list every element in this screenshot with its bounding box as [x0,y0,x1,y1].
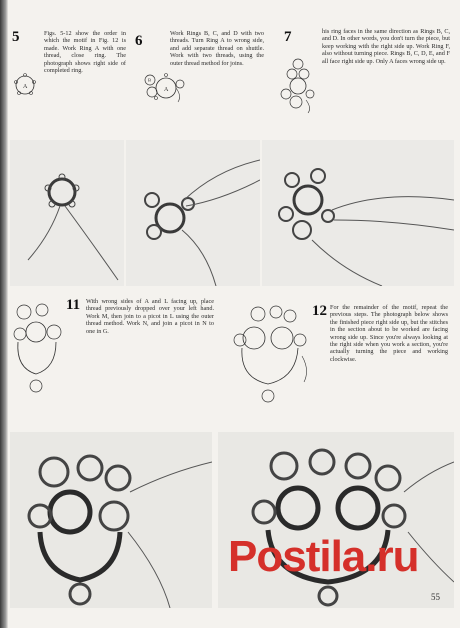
step-6-number: 6 [135,33,143,49]
step-7-number: 7 [284,29,292,45]
photo-step-11 [10,432,212,608]
rings-mn-diagram [12,298,62,408]
step-11-text: With wrong sides of A and L facing up, place thread previously dropped over your left hand. Work M, then join to a picot in L using the outer thread method. Work N, and join a picot in N to one in G. [86,298,214,335]
watermark-logo: Postila.ru [228,532,419,581]
photo-step-5 [10,140,124,286]
ring-a-diagram-small [10,70,40,100]
photo-step-6 [126,140,260,286]
photo-step-7 [262,140,454,286]
rings-ef-diagram [278,56,316,114]
step-5-number: 5 [12,29,20,45]
ring-a-label: A [164,87,169,93]
step-7-text: his ring faces in the same direction as Rings B, C, and D. In other words, you don't turn the piece, but keep working with the right side up. Work Ring F, also without turning piece. Rings B, C, D, E, and F all face right side up. Only A faces wrong side up. [322,28,450,65]
ring-b-label: B [148,77,152,83]
rings-bcd-diagram [142,66,186,104]
page-edge [0,0,8,628]
step-12-number: 12 [312,303,327,319]
step-6-text: Work Rings B, C, and D with two threads. Turn Ring A to wrong side, and add separate thread on shuttle. Work with two threads, using the outer thread method for joins. [170,30,264,67]
step-5-text: Figs. 5-12 show the order in which the motif in Fig. 12 is made. Work Ring A with one thread, close ring. The photograph shows right side of completed ring. [44,30,126,75]
step-11-number: 11 [66,297,81,313]
full-motif-diagram [232,300,312,410]
page-number: 55 [431,592,440,602]
ring-a-label-small: A [23,84,28,90]
step-12-text: For the remainder of the motif, repeat the previous steps. The photograph below shows the finished piece right side up, but the stitches in the section about to be worked are facing wrong side up. Since you're always looking at the right side when you work a section, you're actually turning the piece and working clockwise. [330,304,448,363]
